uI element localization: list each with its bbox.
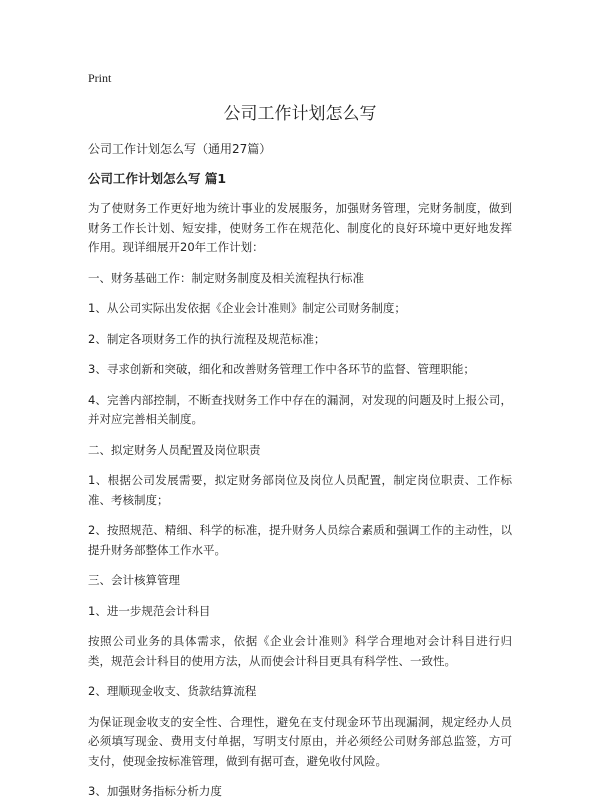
paragraph-body: 按照公司业务的具体需求，依据《企业会计准则》科学合理地对会计科目进行归类，规范会计科目的使用方法，从而使会计科目更具有科学性、一致性。: [88, 634, 512, 668]
paragraph-body: 为保证现金收支的安全性、合理性，避免在支付现金环节出现漏洞，规定经办人员必须填写现金、费用支付单据，写明支付原由，并必须经公司财务部总监签，方可支付，使现金按标准管理，做到有据可查，避免收付风险。: [88, 714, 512, 768]
paragraph-item: 1、从公司实际出发依据《企业会计准则》制定公司财务制度；: [88, 301, 406, 315]
paragraph-heading-3: 三、会计核算管理: [88, 573, 180, 587]
paragraph-intro: 为了使财务工作更好地为统计事业的发展服务，加强财务管理，完财务制度，做到财务工作长计划、短安排，使财务工作在规范化、制度化的良好环境中更好地发挥作用。现详细展开20年工作计划：: [88, 201, 512, 254]
paragraph-item: 3、寻求创新和突破，细化和改善财务管理工作中各环节的监督、管理职能；: [88, 362, 475, 376]
paragraph-item: 2、制定各项财务工作的执行流程及规范标准；: [88, 331, 326, 346]
document-title: 公司工作计划怎么写: [223, 104, 377, 124]
section-heading: 公司工作计划怎么写 篇1: [88, 171, 227, 186]
paragraph-heading-1: 一、财务基础工作：制定财务制度及相关流程执行标准: [88, 270, 364, 285]
paragraph-item: 2、理顺现金收支、货款结算流程: [88, 684, 257, 698]
paragraph-heading-2: 二、拟定财务人员配置及岗位职责: [88, 442, 261, 457]
paragraph-item: 2、按照规范、精细、科学的标准，提升财务人员综合素质和强调工作的主动性，以提升财务部整体工作水平。: [88, 523, 512, 557]
document-subtitle: 公司工作计划怎么写（通用27篇）: [88, 142, 272, 156]
paragraph-item: 1、根据公司发展需要，拟定财务部岗位及岗位人员配置，制定岗位职责、工作标准、考核制度；: [88, 473, 512, 507]
paragraph-item: 4、完善内部控制，不断查找财务工作中存在的漏洞，对发现的问题及时上报公司，并对应完善相关制度。: [88, 392, 512, 426]
print-link[interactable]: Print: [88, 71, 112, 85]
paragraph-item: 1、进一步规范会计科目: [88, 603, 211, 618]
paragraph-item: 3、加强财务指标分析力度: [88, 784, 222, 798]
